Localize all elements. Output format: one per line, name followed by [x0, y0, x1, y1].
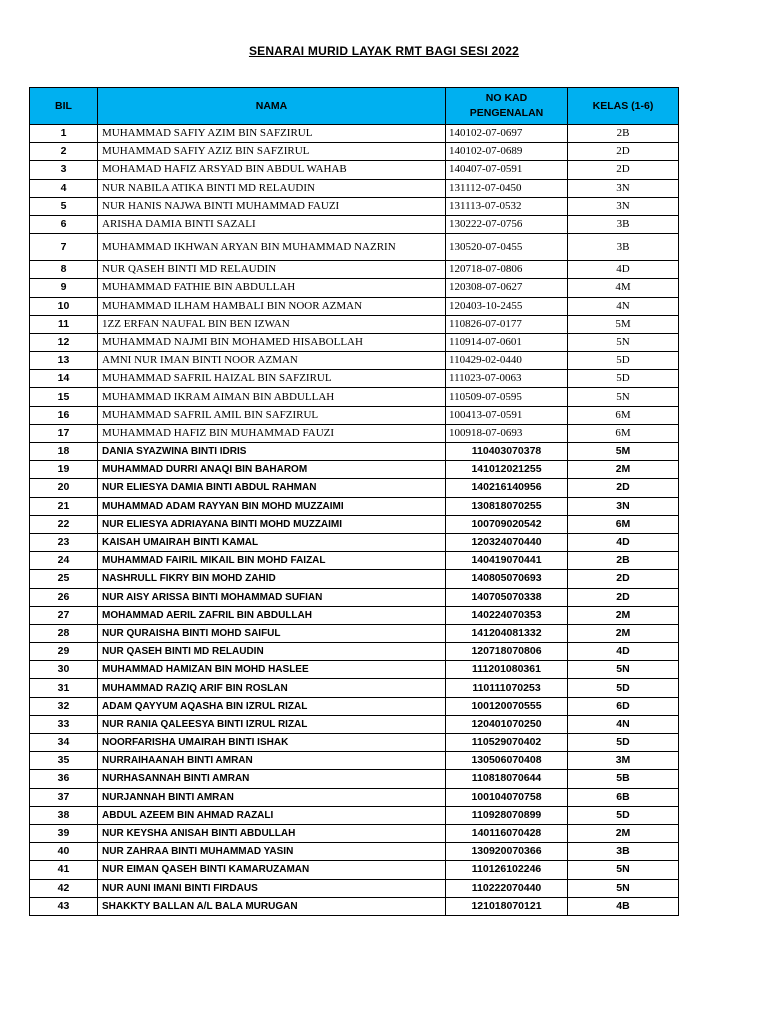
table-row	[30, 352, 679, 370]
class-cell: 5N	[568, 388, 679, 406]
name-cell: ARISHA DAMIA BINTI SAZALI	[98, 215, 446, 233]
bil-cell: 16	[30, 406, 98, 424]
ic-cell: 110111070253	[446, 679, 568, 697]
ic-cell: 140102-07-0697	[446, 125, 568, 143]
class-cell: 5M	[568, 315, 679, 333]
bil-cell: 13	[30, 352, 98, 370]
table-header	[30, 88, 679, 125]
bil-cell: 38	[30, 806, 98, 824]
name-cell: NURRAIHAANAH BINTI AMRAN	[98, 752, 446, 770]
class-cell: 5D	[568, 806, 679, 824]
ic-cell: 130222-07-0756	[446, 215, 568, 233]
ic-cell: 100709020542	[446, 515, 568, 533]
bil-cell: 5	[30, 197, 98, 215]
ic-cell: 140705070338	[446, 588, 568, 606]
table-row	[30, 788, 679, 806]
class-cell: 5D	[568, 679, 679, 697]
bil-cell: 26	[30, 588, 98, 606]
ic-cell: 110429-02-0440	[446, 352, 568, 370]
name-cell: DANIA SYAZWINA BINTI IDRIS	[98, 443, 446, 461]
class-cell: 2D	[568, 143, 679, 161]
name-cell: MUHAMMAD SAFIY AZIZ BIN SAFZIRUL	[98, 143, 446, 161]
bil-cell: 32	[30, 697, 98, 715]
name-cell: NUR RANIA QALEESYA BINTI IZRUL RIZAL	[98, 715, 446, 733]
ic-cell: 141012021255	[446, 461, 568, 479]
table-row	[30, 552, 679, 570]
name-cell: MUHAMMAD DURRI ANAQI BIN BAHAROM	[98, 461, 446, 479]
name-cell: NUR NABILA ATIKA BINTI MD RELAUDIN	[98, 179, 446, 197]
ic-cell: 110403070378	[446, 443, 568, 461]
student-table	[29, 87, 679, 916]
table-row	[30, 515, 679, 533]
bil-cell: 19	[30, 461, 98, 479]
class-cell: 4B	[568, 897, 679, 915]
ic-cell: 110529070402	[446, 734, 568, 752]
table-row	[30, 697, 679, 715]
header-kelas: KELAS (1-6)	[568, 88, 679, 125]
name-cell: MOHAMAD HAFIZ ARSYAD BIN ABDUL WAHAB	[98, 161, 446, 179]
name-cell: MUHAMMAD HAFIZ BIN MUHAMMAD FAUZI	[98, 424, 446, 442]
bil-cell: 34	[30, 734, 98, 752]
ic-cell: 111023-07-0063	[446, 370, 568, 388]
table-row	[30, 679, 679, 697]
bil-cell: 3	[30, 161, 98, 179]
ic-cell: 131112-07-0450	[446, 179, 568, 197]
ic-cell: 120403-10-2455	[446, 297, 568, 315]
class-cell: 2B	[568, 125, 679, 143]
ic-cell: 100413-07-0591	[446, 406, 568, 424]
class-cell: 5M	[568, 443, 679, 461]
name-cell: NURHASANNAH BINTI AMRAN	[98, 770, 446, 788]
class-cell: 4N	[568, 297, 679, 315]
name-cell: MUHAMMAD ILHAM HAMBALI BIN NOOR AZMAN	[98, 297, 446, 315]
name-cell: NUR ELIESYA DAMIA BINTI ABDUL RAHMAN	[98, 479, 446, 497]
name-cell: NUR HANIS NAJWA BINTI MUHAMMAD FAUZI	[98, 197, 446, 215]
bil-cell: 12	[30, 333, 98, 351]
class-cell: 4D	[568, 643, 679, 661]
name-cell: AMNI NUR IMAN BINTI NOOR AZMAN	[98, 352, 446, 370]
table-row	[30, 824, 679, 842]
table-row	[30, 443, 679, 461]
name-cell: NUR AISY ARISSA BINTI MOHAMMAD SUFIAN	[98, 588, 446, 606]
bil-cell: 40	[30, 843, 98, 861]
bil-cell: 20	[30, 479, 98, 497]
name-cell: ABDUL AZEEM BIN AHMAD RAZALI	[98, 806, 446, 824]
bil-cell: 8	[30, 261, 98, 279]
bil-cell: 10	[30, 297, 98, 315]
bil-cell: 41	[30, 861, 98, 879]
class-cell: 6D	[568, 697, 679, 715]
class-cell: 2D	[568, 570, 679, 588]
ic-cell: 140102-07-0689	[446, 143, 568, 161]
class-cell: 5D	[568, 370, 679, 388]
class-cell: 5D	[568, 352, 679, 370]
bil-cell: 36	[30, 770, 98, 788]
name-cell: MUHAMMAD FAIRIL MIKAIL BIN MOHD FAIZAL	[98, 552, 446, 570]
class-cell: 2M	[568, 461, 679, 479]
header-nokad-line1: NO KAD	[485, 92, 528, 104]
name-cell: MUHAMMAD NAJMI BIN MOHAMED HISABOLLAH	[98, 333, 446, 351]
bil-cell: 24	[30, 552, 98, 570]
ic-cell: 141204081332	[446, 624, 568, 642]
table-row	[30, 879, 679, 897]
class-cell: 3M	[568, 752, 679, 770]
table-row	[30, 406, 679, 424]
bil-cell: 37	[30, 788, 98, 806]
header-nokad	[446, 88, 568, 125]
name-cell: NUR QURAISHA BINTI MOHD SAIFUL	[98, 624, 446, 642]
bil-cell: 29	[30, 643, 98, 661]
ic-cell: 140216140956	[446, 479, 568, 497]
table-row	[30, 806, 679, 824]
bil-cell: 22	[30, 515, 98, 533]
ic-cell: 120324070440	[446, 533, 568, 551]
name-cell: NUR AUNI IMANI BINTI FIRDAUS	[98, 879, 446, 897]
bil-cell: 15	[30, 388, 98, 406]
class-cell: 3B	[568, 234, 679, 261]
ic-cell: 140805070693	[446, 570, 568, 588]
ic-cell: 121018070121	[446, 897, 568, 915]
class-cell: 3B	[568, 843, 679, 861]
bil-cell: 9	[30, 279, 98, 297]
table-body	[30, 125, 679, 916]
class-cell: 6M	[568, 406, 679, 424]
header-nokad-line2: PENGENALAN	[469, 107, 544, 119]
ic-cell: 130520-07-0455	[446, 234, 568, 261]
table-row	[30, 197, 679, 215]
name-cell: MUHAMMAD SAFRIL HAIZAL BIN SAFZIRUL	[98, 370, 446, 388]
ic-cell: 110509-07-0595	[446, 388, 568, 406]
name-cell: NASHRULL FIKRY BIN MOHD ZAHID	[98, 570, 446, 588]
class-cell: 2M	[568, 606, 679, 624]
name-cell: NUR QASEH BINTI MD RELAUDIN	[98, 261, 446, 279]
bil-cell: 11	[30, 315, 98, 333]
class-cell: 2M	[568, 624, 679, 642]
table-row	[30, 161, 679, 179]
table-row	[30, 661, 679, 679]
header-bil: BIL	[30, 88, 98, 125]
class-cell: 3N	[568, 497, 679, 515]
class-cell: 2D	[568, 161, 679, 179]
class-cell: 2D	[568, 479, 679, 497]
name-cell: MUHAMMAD RAZIQ ARIF BIN ROSLAN	[98, 679, 446, 697]
name-cell: KAISAH UMAIRAH BINTI KAMAL	[98, 533, 446, 551]
bil-cell: 14	[30, 370, 98, 388]
table-row	[30, 315, 679, 333]
name-cell: MUHAMMAD ADAM RAYYAN BIN MOHD MUZZAIMI	[98, 497, 446, 515]
name-cell: NUR EIMAN QASEH BINTI KAMARUZAMAN	[98, 861, 446, 879]
table-row	[30, 461, 679, 479]
table-row	[30, 606, 679, 624]
class-cell: 2D	[568, 588, 679, 606]
bil-cell: 42	[30, 879, 98, 897]
class-cell: 3N	[568, 197, 679, 215]
ic-cell: 111201080361	[446, 661, 568, 679]
table-row	[30, 715, 679, 733]
bil-cell: 17	[30, 424, 98, 442]
table-row	[30, 734, 679, 752]
bil-cell: 35	[30, 752, 98, 770]
bil-cell: 6	[30, 215, 98, 233]
table-row	[30, 261, 679, 279]
bil-cell: 18	[30, 443, 98, 461]
class-cell: 5D	[568, 734, 679, 752]
bil-cell: 28	[30, 624, 98, 642]
bil-cell: 25	[30, 570, 98, 588]
bil-cell: 43	[30, 897, 98, 915]
ic-cell: 130506070408	[446, 752, 568, 770]
name-cell: SHAKKTY BALLAN A/L BALA MURUGAN	[98, 897, 446, 915]
ic-cell: 100120070555	[446, 697, 568, 715]
table-row	[30, 333, 679, 351]
class-cell: 5N	[568, 661, 679, 679]
page-title: SENARAI MURID LAYAK RMT BAGI SESI 2022	[248, 44, 520, 58]
table-row	[30, 125, 679, 143]
class-cell: 4D	[568, 533, 679, 551]
table-row	[30, 843, 679, 861]
name-cell: MUHAMMAD IKHWAN ARYAN BIN MUHAMMAD NAZRIN	[98, 234, 446, 261]
class-cell: 2M	[568, 824, 679, 842]
table-row	[30, 497, 679, 515]
bil-cell: 27	[30, 606, 98, 624]
class-cell: 6B	[568, 788, 679, 806]
ic-cell: 110222070440	[446, 879, 568, 897]
name-cell: MUHAMMAD HAMIZAN BIN MOHD HASLEE	[98, 661, 446, 679]
bil-cell: 4	[30, 179, 98, 197]
ic-cell: 110126102246	[446, 861, 568, 879]
bil-cell: 21	[30, 497, 98, 515]
name-cell: MUHAMMAD SAFRIL AMIL BIN SAFZIRUL	[98, 406, 446, 424]
table-row	[30, 897, 679, 915]
class-cell: 2B	[568, 552, 679, 570]
class-cell: 4M	[568, 279, 679, 297]
bil-cell: 7	[30, 234, 98, 261]
table-row	[30, 424, 679, 442]
class-cell: 4D	[568, 261, 679, 279]
class-cell: 4N	[568, 715, 679, 733]
ic-cell: 140224070353	[446, 606, 568, 624]
table-row	[30, 179, 679, 197]
name-cell: MOHAMMAD AERIL ZAFRIL BIN ABDULLAH	[98, 606, 446, 624]
name-cell: NUR KEYSHA ANISAH BINTI ABDULLAH	[98, 824, 446, 842]
name-cell: NUR ZAHRAA BINTI MUHAMMAD YASIN	[98, 843, 446, 861]
table-row	[30, 215, 679, 233]
bil-cell: 2	[30, 143, 98, 161]
ic-cell: 110914-07-0601	[446, 333, 568, 351]
class-cell: 3N	[568, 179, 679, 197]
ic-cell: 110826-07-0177	[446, 315, 568, 333]
table-row	[30, 752, 679, 770]
table-row	[30, 570, 679, 588]
class-cell: 5N	[568, 333, 679, 351]
name-cell: NUR ELIESYA ADRIAYANA BINTI MOHD MUZZAIMI	[98, 515, 446, 533]
bil-cell: 33	[30, 715, 98, 733]
table-row	[30, 624, 679, 642]
table-row	[30, 297, 679, 315]
ic-cell: 140407-07-0591	[446, 161, 568, 179]
table-row	[30, 370, 679, 388]
ic-cell: 131113-07-0532	[446, 197, 568, 215]
table-row	[30, 861, 679, 879]
ic-cell: 110928070899	[446, 806, 568, 824]
table-row	[30, 143, 679, 161]
table-row	[30, 643, 679, 661]
table-row	[30, 388, 679, 406]
name-cell: MUHAMMAD SAFIY AZIM BIN SAFZIRUL	[98, 125, 446, 143]
header-nama: NAMA	[98, 88, 446, 125]
ic-cell: 120401070250	[446, 715, 568, 733]
name-cell: NURJANNAH BINTI AMRAN	[98, 788, 446, 806]
ic-cell: 120718070806	[446, 643, 568, 661]
ic-cell: 120718-07-0806	[446, 261, 568, 279]
name-cell: MUHAMMAD IKRAM AIMAN BIN ABDULLAH	[98, 388, 446, 406]
ic-cell: 120308-07-0627	[446, 279, 568, 297]
class-cell: 3B	[568, 215, 679, 233]
class-cell: 5N	[568, 861, 679, 879]
bil-cell: 30	[30, 661, 98, 679]
class-cell: 6M	[568, 424, 679, 442]
bil-cell: 1	[30, 125, 98, 143]
table-row	[30, 234, 679, 261]
ic-cell: 130818070255	[446, 497, 568, 515]
table-row	[30, 279, 679, 297]
ic-cell: 100104070758	[446, 788, 568, 806]
name-cell: ADAM QAYYUM AQASHA BIN IZRUL RIZAL	[98, 697, 446, 715]
name-cell: NUR QASEH BINTI MD RELAUDIN	[98, 643, 446, 661]
name-cell: 1ZZ ERFAN NAUFAL BIN BEN IZWAN	[98, 315, 446, 333]
bil-cell: 23	[30, 533, 98, 551]
bil-cell: 31	[30, 679, 98, 697]
class-cell: 5N	[568, 879, 679, 897]
class-cell: 6M	[568, 515, 679, 533]
name-cell: MUHAMMAD FATHIE BIN ABDULLAH	[98, 279, 446, 297]
table-row	[30, 770, 679, 788]
table-row	[30, 588, 679, 606]
ic-cell: 110818070644	[446, 770, 568, 788]
ic-cell: 130920070366	[446, 843, 568, 861]
name-cell: NOORFARISHA UMAIRAH BINTI ISHAK	[98, 734, 446, 752]
table-row	[30, 533, 679, 551]
class-cell: 5B	[568, 770, 679, 788]
ic-cell: 100918-07-0693	[446, 424, 568, 442]
bil-cell: 39	[30, 824, 98, 842]
ic-cell: 140419070441	[446, 552, 568, 570]
table-row	[30, 479, 679, 497]
ic-cell: 140116070428	[446, 824, 568, 842]
